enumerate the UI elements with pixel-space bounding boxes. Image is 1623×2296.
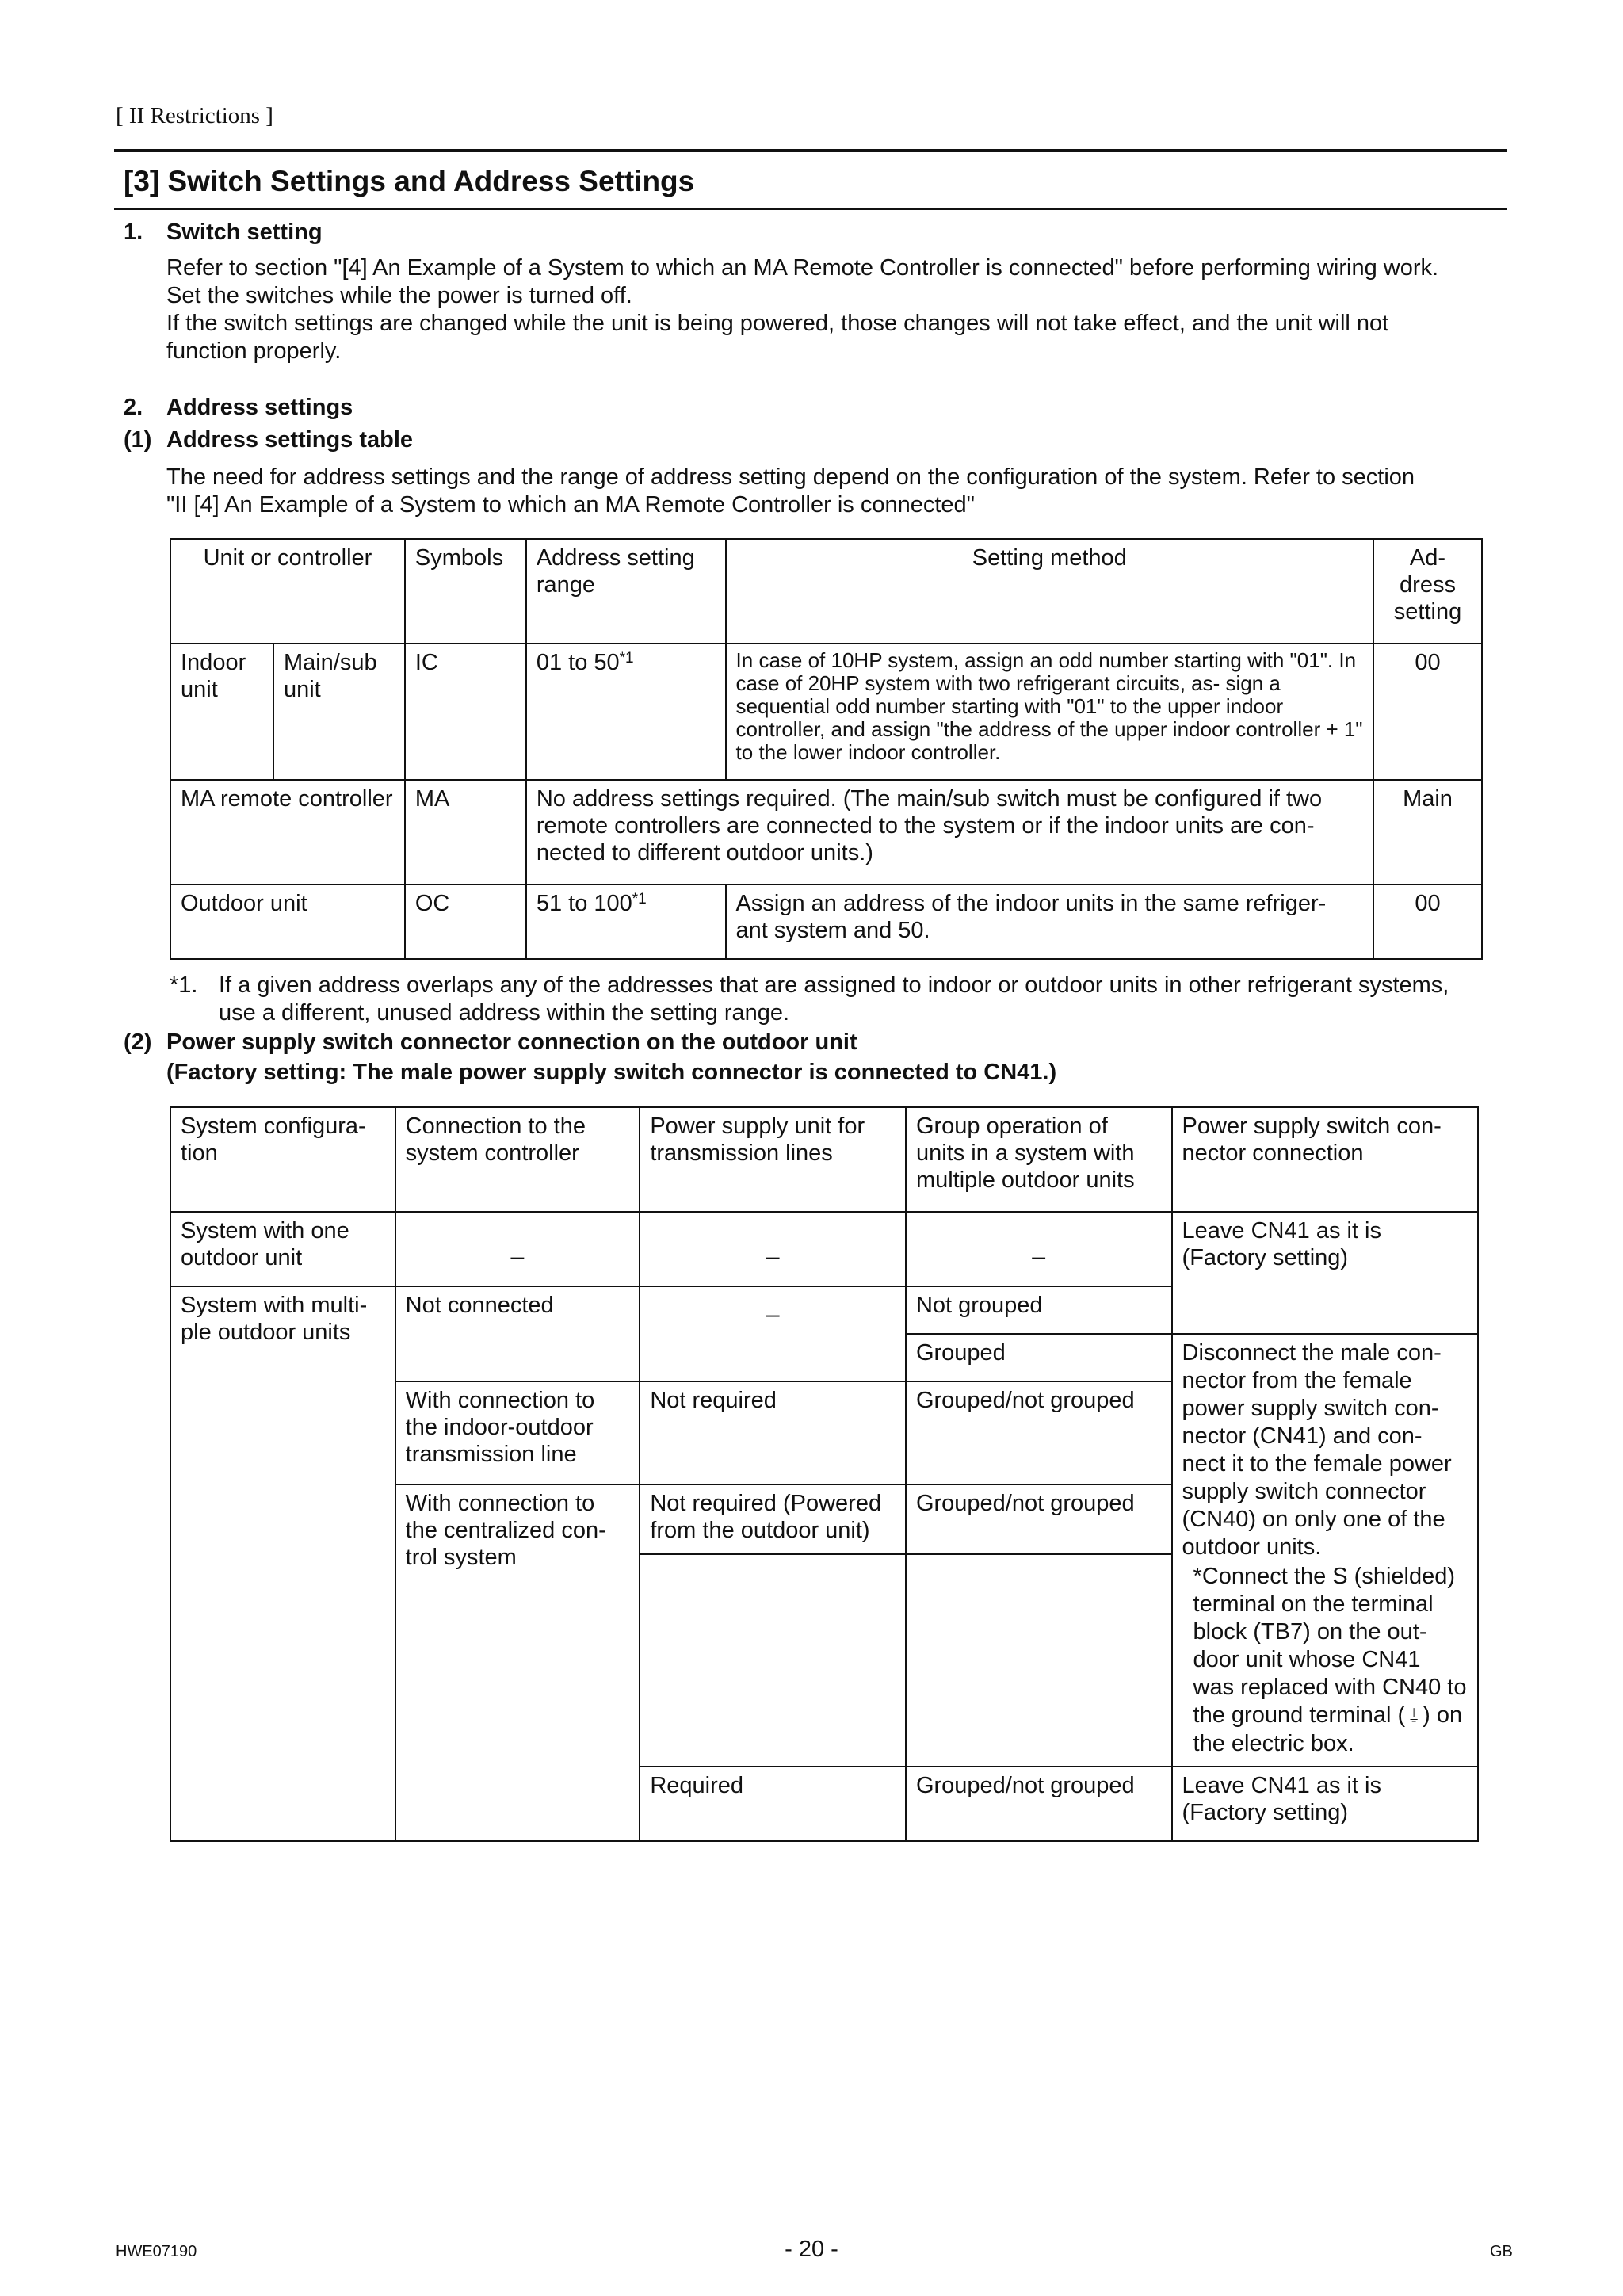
sec2-heading: 2. Address settings — [124, 395, 353, 420]
ground-terminal-icon: ⏚ — [1405, 1706, 1423, 1726]
col-address: Ad- dress setting — [1373, 539, 1482, 644]
table-header-row — [170, 1107, 1478, 1212]
doc-number: HWE07190 — [116, 2243, 197, 2260]
footnote: *1. If a given address overlaps any of the addresses that are assigned to indoor or outdoor units in other refrigerant systems, use a different, unused address within the setting range. — [170, 972, 1449, 1026]
address-settings-table — [170, 538, 1483, 960]
col-power: Power supply unit for transmission lines — [640, 1107, 906, 1212]
sub2-heading-line2: (Factory setting: The male power supply switch connector is connected to CN41.) — [166, 1060, 1057, 1085]
table-row: MA remote controller MA No address settings required. (The main/sub switch must be configured if two remote controllers are connected to the system or if the indoor units are con- nected to different outdoor units.) Main — [170, 780, 1482, 884]
table-row: Indoor unit Main/sub unit IC 01 to 50$^{*1}$ In case of 10HP system, assign an odd number starting with "01". In case of 20HP system with two refrigerant circuits, as- sign a sequential odd number starting with "01" to the upper indoor controller, and assign "the address of the upper indoor controller + 1" to the lower indoor controller. 00 — [170, 644, 1482, 780]
sec2-sub1-body: The need for address settings and the range of address setting depend on the configuration of the system. Refer to section "II [4] An Example of a System to which an MA Remote Controller is connected" — [166, 464, 1415, 518]
col-unit: Unit or controller — [170, 539, 405, 644]
sec1-body: Refer to section "[4] An Example of a System to which an MA Remote Controller is connected" before performing wiring work. Set the switches while the power is turned off. If the switch settings are changed while the unit is being powered, those changes will not take effect, and the unit will not function properly. — [166, 255, 1439, 364]
col-connection: Connection to the system controller — [395, 1107, 640, 1212]
table-row: Required Grouped/not grouped Leave CN41 as it is (Factory setting) — [170, 1767, 1478, 1841]
table-row: System with one outdoor unit _ _ _ Leave CN41 as it is (Factory setting) — [170, 1212, 1478, 1286]
table-row: Grouped Disconnect the male con- nector from the female power supply switch con- nector (CN41) and con- nect it to the female power supply switch connector (CN40) on only one of the outdoor units. *Connect the S (shielded) terminal on the terminal block (TB7) on the out- door unit whose CN41 was replaced with CN40 to the ground terminal (⏚) on the electric box. — [170, 1334, 1478, 1381]
chapter-name: Restrictions ] — [150, 103, 273, 128]
col-config: System configura- tion — [170, 1107, 395, 1212]
power-supply-connector-table — [170, 1106, 1479, 1842]
disconnect-instruction: Disconnect the male con- nector from the female power supply switch con- nector (CN41) and con- nect it to the female power supply switch connector (CN40) on only one of the outdoor units. — [1182, 1340, 1452, 1560]
footnote-mark: *1. — [170, 972, 198, 998]
col-switch: Power supply switch con- nector connection — [1172, 1107, 1478, 1212]
region-code: GB — [1490, 2243, 1513, 2260]
page-number: - 20 - — [785, 2237, 838, 2262]
ground-note: *Connect the S (shielded) terminal on the terminal block (TB7) on the out- door unit whose CN41 was replaced with CN40 to the ground terminal (⏚) on the electric box. — [1193, 1564, 1467, 1756]
col-group: Group operation of units in a system with multiple outdoor units — [906, 1107, 1172, 1212]
sec2-sub1-heading: (1) Address settings table — [124, 427, 414, 453]
table-row: Outdoor unit OC 51 to 100$^{*1}$ Assign an address of the indoor units in the same refriger- ant system and 50. 00 — [170, 884, 1482, 959]
col-range: Address setting range — [526, 539, 726, 644]
col-symbols: Symbols — [405, 539, 526, 644]
table-header-row — [170, 539, 1482, 644]
title-rule — [114, 208, 1507, 210]
col-method: Setting method — [726, 539, 1373, 644]
sec1-heading: 1. Switch setting — [124, 220, 323, 245]
header-rule — [114, 149, 1507, 152]
running-header: [ II Restrictions ] — [116, 103, 273, 128]
section-title: [3] Switch Settings and Address Settings — [124, 165, 695, 197]
table-row: System with multi- ple outdoor units Not connected _ Not grouped — [170, 1286, 1478, 1334]
chapter-roman-numeral: II — [128, 103, 145, 128]
sub2-heading: (2) Power supply switch connector connection on the outdoor unit — [124, 1030, 857, 1055]
table-row: With connection to the indoor-outdoor transmission line Not required Grouped/not grouped — [170, 1381, 1478, 1484]
table-row: With connection to the centralized con- trol system Not required (Powered from the outdoor unit) Grouped/not grouped — [170, 1484, 1478, 1554]
